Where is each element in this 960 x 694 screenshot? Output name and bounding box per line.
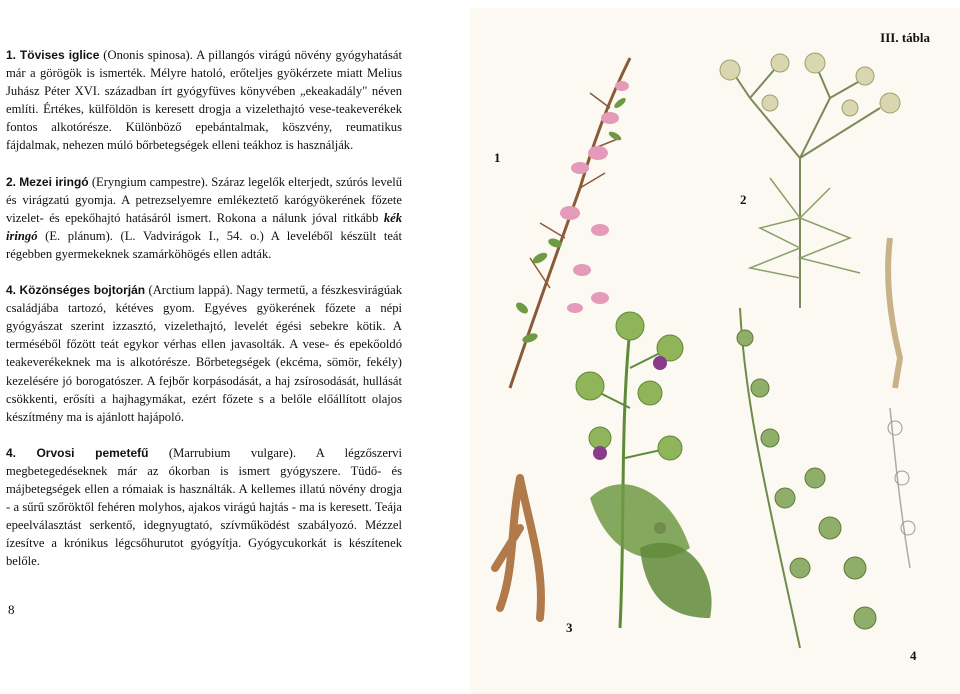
entry-latin: (Arctium lappá).	[145, 283, 233, 298]
entry-text-continued: (E. plánum). (L. Vadvirágok I., 54. o.) A leveléből készült teát régebben gyermekeknek szamárköhögés ellen adták.	[6, 228, 402, 261]
entry-number: 1.	[6, 48, 17, 62]
figure-label-1: 1	[494, 150, 501, 165]
entry-number: 4.	[6, 445, 17, 460]
entry-number: 2.	[6, 174, 17, 189]
figure-label-2: 2	[740, 192, 747, 207]
entry-number: 4.	[6, 283, 17, 298]
entry-marrubium	[6, 444, 402, 571]
figure-label-4: 4	[910, 648, 917, 663]
marrubium-plant-drawing	[737, 308, 915, 648]
entry-text: A légzőszervi megbetegedéseknek már az ókorban is ismert gyógyszere. Tüdő- és májbetegségek ellen a rómaiak is használták. A kellemes illatú növény drogja - a sűrű szőröktől fehéren molyhos, ajakos virágú hajtás - ma is keresett. Teája epeelválasztást serkentő, idegnyugtató, szívműködést szabályozó. Mézzel ízesítve a krónikus légcsőhurutot gyógyítja. Gyógycukorkát is készítenek belőle.	[6, 445, 402, 569]
botanical-plate	[470, 8, 960, 694]
entry-latin: (Ononis spinosa).	[99, 48, 193, 62]
entry-eryngium	[6, 173, 402, 263]
page-number: 8	[8, 602, 15, 617]
entry-text: Nagy termetű, a fészkesvirágúak családjába tartozó, kétéves gyom. Egyéves gyökerének főzete a népi gyógyászat szerint izzasztó, vizelethajtó, levelét égési sebekre kötik. A terméséből főzött teát egykor vérhas ellen javasolták. A vese- és epekőoldó teakeverékeknek ma is alkotórésze. Bőrbetegségek (ekcéma, sömör, fekély) kezelésére jó borogatószer. A fejbőr korpásodását, a haj zsírosodását, hullását csökkenti, erősíti a hajhagymákat, ezért főzete s a belőle előállított olajos készítmény ma is ajánlott hajápoló.	[6, 283, 403, 424]
entry-name: Közönséges bojtorján	[19, 283, 146, 298]
entry-arctium	[6, 281, 402, 426]
entry-ononis	[6, 46, 402, 155]
entry-name: Mezei iringó	[19, 174, 89, 189]
entry-emphasis: kék iringó	[6, 210, 402, 243]
entry-text: A pillangós virágú növény gyógyhatását már a görögök is ismerték. Mélyre hatoló, erőteljes gyökérzete miatt Melius Juhász Péter XVI. században írt gyógyfüves könyvében „ekeakadály" néven említi. Értékes, külföldön is keresett drogja a vizelethajtó vese-teakeverékek fontos alkotórésze. Különböző epebántalmak, köszvény, reumatikus fájdalmak, nehezen múló bőrbetegségek elleni teákhoz is használják.	[6, 48, 403, 153]
entry-latin: (Marrubium vulgare).	[148, 445, 297, 460]
entry-text: Száraz legelők elterjedt, szúrós levelű és virágzatú gyomja. A petrezselyemre emlékeztető karógyökerének főzete vizelet- és epekőhajtó hatásáról ismert. Rokona a nálunk jóval ritkább	[6, 174, 402, 225]
figure-label-3: 3	[566, 620, 573, 635]
ononis-plant-drawing	[510, 58, 630, 388]
plant-illustration	[470, 8, 960, 694]
plate-title: III. tábla	[880, 30, 930, 45]
entry-name: Tövises iglice	[19, 48, 100, 62]
entry-name: Orvosi pemetefű	[36, 445, 149, 460]
entry-latin: (Eryngium campestre).	[88, 174, 208, 189]
arctium-plant-drawing	[495, 312, 712, 628]
article-text	[6, 46, 402, 588]
